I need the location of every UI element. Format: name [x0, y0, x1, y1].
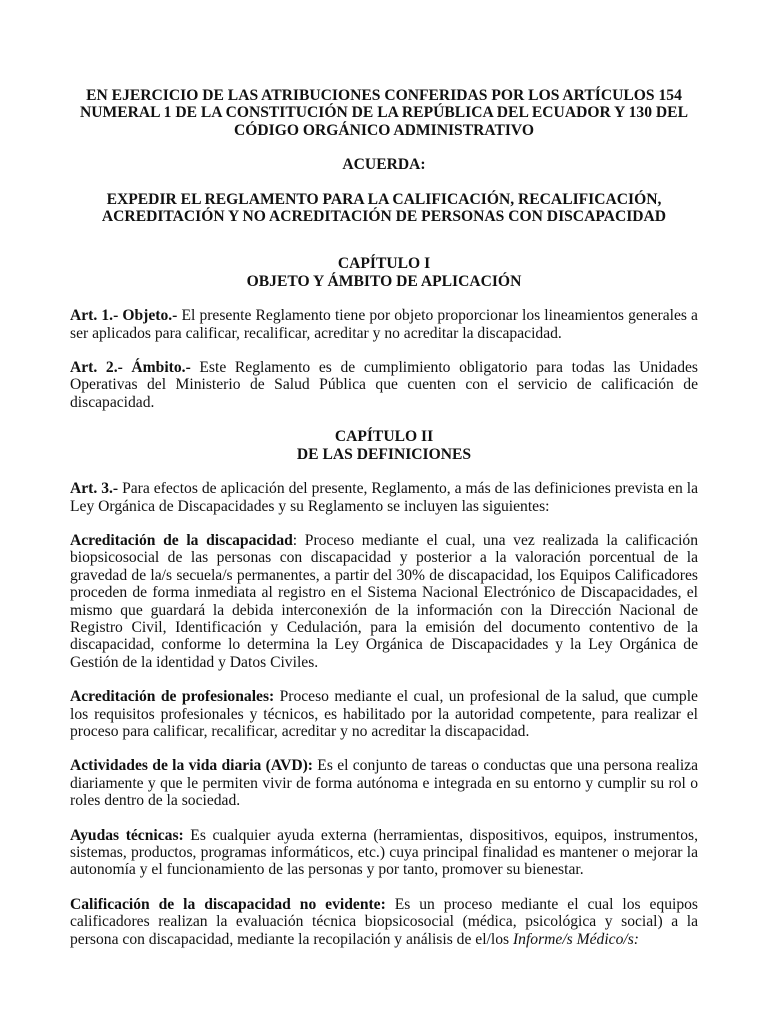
article-3 [70, 480, 698, 515]
article-2-label: Art. 2.- Ámbito.- [70, 359, 191, 377]
definition-term: Acreditación de la discapacidad [70, 531, 293, 549]
definition-text: Es un proceso mediante el cual los equipos calificadores realizan la evaluación técnica biopsicosocial (médica, psicológica y social) a la persona con discapacidad, mediante la recopilación y análisis de el/los [70, 895, 698, 948]
definition-text: Es cualquier ayuda externa (herramientas, dispositivos, equipos, instrumentos, sistemas, productos, programas informáticos, etc.) cuya principal finalidad es mantener o mejorar la autonomía y el funcionamiento de las personas y por tanto, promover su bienestar. [70, 826, 698, 879]
article-2 [70, 359, 698, 411]
article-2-text: Este Reglamento es de cumplimiento obligatorio para todas las Unidades Operativas del Ministerio de Salud Pública que cuenten con el servicio de calificación de discapacidad. [70, 359, 698, 411]
definition-text: : Proceso mediante el cual, una vez realizada la calificación biopsicosocial de las personas con discapacidad y posterior a la valoración porcentual de la gravedad de la/s secuela/s permanentes, a partir del 30% de discapacidad, los Equipos Calificadores proceden de forma inmediata al registro en el Sistema Nacional Electrónico de Discapacidades, el mismo que guardará la debida interconexión de la información con la Dirección Nacional de Registro Civil, Identificación y Cedulación, para la emisión del documento contentivo de la discapacidad, conforme lo determina la Ley Orgánica de Discapacidades y la Ley Orgánica de Gestión de la identidad y Datos Civiles. [70, 531, 698, 671]
definition-avd [70, 757, 698, 809]
preamble-heading: EN EJERCICIO DE LAS ATRIBUCIONES CONFERIDAS POR LOS ARTÍCULOS 154 NUMERAL 1 DE LA CONSTITUCIÓN DE LA REPÚBLICA DEL ECUADOR Y 130 DEL CÓDIGO ORGÁNICO ADMINISTRATIVO [80, 87, 688, 139]
chapter-1-title: OBJETO Y ÁMBITO DE APLICACIÓN [246, 272, 522, 290]
definition-calificacion-no-evidente [70, 896, 698, 948]
definition-term: Actividades de la vida diaria (AVD): [70, 757, 313, 775]
acuerda-heading: ACUERDA: [342, 156, 426, 174]
expedir-heading: EXPEDIR EL REGLAMENTO PARA LA CALIFICACIÓN, RECALIFICACIÓN, ACREDITACIÓN Y NO ACREDITACIÓN DE PERSONAS CON DISCAPACIDAD [101, 190, 667, 226]
article-1-label: Art. 1.- Objeto.- [70, 307, 178, 325]
definition-acreditacion-discapacidad [70, 532, 698, 671]
definition-text: Es el conjunto de tareas o conductas que una persona realiza diariamente y que le permiten vivir de forma autónoma e integrada en su entorno y cumplir su rol o roles dentro de la sociedad. [70, 757, 698, 810]
definition-term: Acreditación de profesionales: [70, 688, 275, 706]
article-3-label: Art. 3.- [70, 480, 119, 498]
chapter-2-number: CAPÍTULO II [334, 428, 434, 446]
definition-text: Proceso mediante el cual, un profesional de la salud, que cumple los requisitos profesionales y técnicos, es habilitado por la autoridad competente, para realizar el proceso para calificar, recalificar, acreditar y no acreditar la discapacidad. [70, 688, 698, 740]
definition-term: Ayudas técnicas: [70, 826, 184, 844]
definition-acreditacion-profesionales [70, 688, 698, 740]
document-page [70, 87, 698, 948]
article-3-text: Para efectos de aplicación del presente, Reglamento, a más de las definiciones prevista en la Ley Orgánica de Discapacidades y su Reglamento se incluyen las siguientes: [70, 480, 698, 515]
definition-ayudas-tecnicas [70, 827, 698, 879]
chapter-1-number: CAPÍTULO I [337, 255, 431, 273]
chapter-2-title: DE LAS DEFINICIONES [296, 445, 472, 463]
definition-term: Calificación de la discapacidad no evidente: [70, 895, 386, 913]
article-1 [70, 307, 698, 342]
definition-italic-tail: Informe/s Médico/s: [512, 930, 639, 948]
article-1-text: El presente Reglamento tiene por objeto proporcionar los lineamientos generales a ser aplicados para calificar, recalificar, acreditar y no acreditar la discapacidad. [70, 307, 698, 342]
